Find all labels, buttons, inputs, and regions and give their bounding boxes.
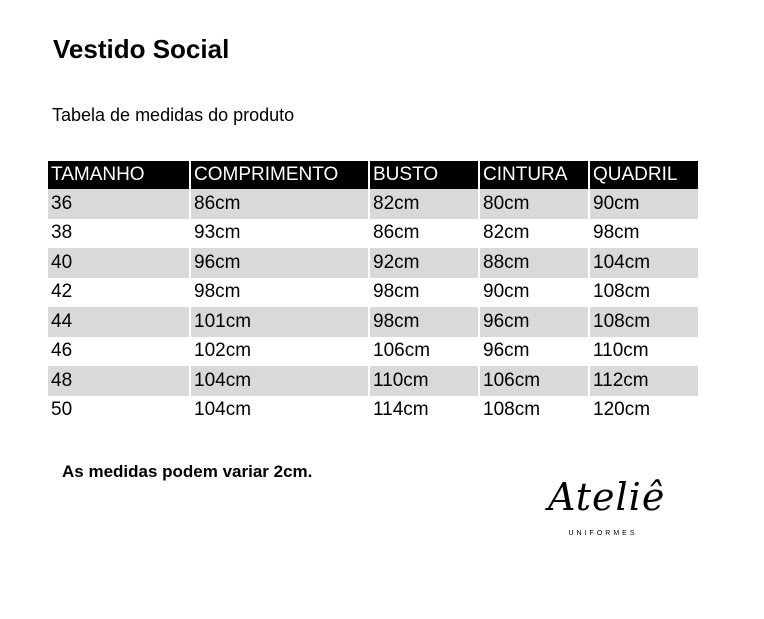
column-header: COMPRIMENTO (190, 161, 369, 189)
table-row (48, 307, 699, 337)
brand-logo (548, 475, 666, 537)
table-cell: 104cm (190, 396, 369, 426)
table-cell: 90cm (589, 189, 699, 219)
column-header: CINTURA (479, 161, 589, 189)
column-header: QUADRIL (589, 161, 699, 189)
table-cell: 98cm (369, 278, 479, 308)
table-cell: 92cm (369, 248, 479, 278)
table-cell: 82cm (479, 219, 589, 249)
table-cell: 88cm (479, 248, 589, 278)
table-cell: 93cm (190, 219, 369, 249)
logo-script: Ateliê (548, 475, 666, 519)
table-cell: 114cm (369, 396, 479, 426)
table-cell: 82cm (369, 189, 479, 219)
table-cell: 98cm (190, 278, 369, 308)
table-cell: 48 (48, 366, 190, 396)
subtitle: Tabela de medidas do produto (52, 105, 295, 125)
table-cell: 120cm (589, 396, 699, 426)
table-row (48, 366, 699, 396)
table-row (48, 248, 699, 278)
table-cell: 98cm (369, 307, 479, 337)
table-cell: 110cm (589, 337, 699, 367)
table-cell: 42 (48, 278, 190, 308)
table-cell: 104cm (589, 248, 699, 278)
table-cell: 80cm (479, 189, 589, 219)
table-cell: 46 (48, 337, 190, 367)
table-cell: 102cm (190, 337, 369, 367)
logo-subtitle: UNIFORMES (568, 530, 638, 537)
measurement-note: As medidas podem variar 2cm. (62, 462, 313, 481)
column-header: BUSTO (369, 161, 479, 189)
table-row (48, 189, 699, 219)
table-cell: 96cm (479, 337, 589, 367)
table-cell: 90cm (479, 278, 589, 308)
table-cell: 106cm (369, 337, 479, 367)
table-cell: 104cm (190, 366, 369, 396)
table-cell: 96cm (479, 307, 589, 337)
column-header: TAMANHO (48, 161, 190, 189)
table-cell: 108cm (479, 396, 589, 426)
table-cell: 40 (48, 248, 190, 278)
table-cell: 110cm (369, 366, 479, 396)
table-row (48, 219, 699, 249)
table-cell: 112cm (589, 366, 699, 396)
table-cell: 36 (48, 189, 190, 219)
table-row (48, 396, 699, 426)
table-cell: 44 (48, 307, 190, 337)
size-table (48, 161, 700, 425)
table-header (48, 161, 699, 189)
table-cell: 106cm (479, 366, 589, 396)
page-title: Vestido Social (53, 34, 230, 64)
table-cell: 108cm (589, 278, 699, 308)
table-cell: 38 (48, 219, 190, 249)
table-cell: 108cm (589, 307, 699, 337)
table-cell: 101cm (190, 307, 369, 337)
table-cell: 98cm (589, 219, 699, 249)
table-cell: 96cm (190, 248, 369, 278)
table-row (48, 337, 699, 367)
table-cell: 86cm (190, 189, 369, 219)
table-cell: 86cm (369, 219, 479, 249)
table-row (48, 278, 699, 308)
table-cell: 50 (48, 396, 190, 426)
